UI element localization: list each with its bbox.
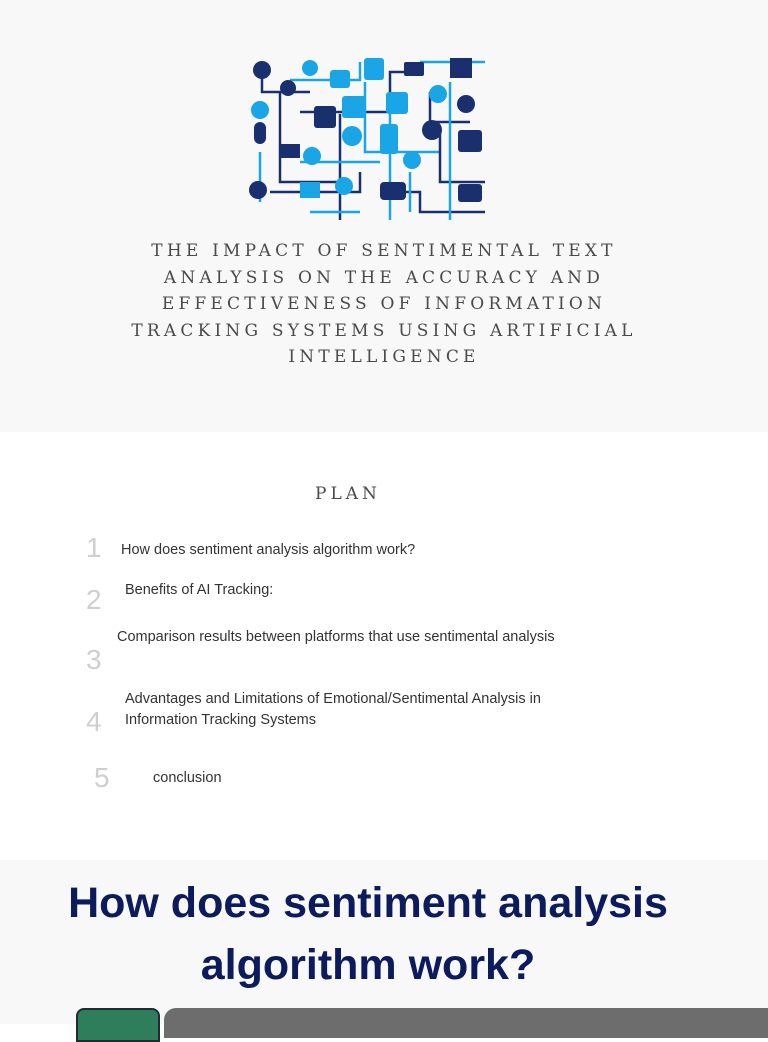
plan-item-text: Advantages and Limitations of Emotional/Sentimental Analysis in Information Tracking Systems — [125, 691, 541, 728]
rewind-icon — [403, 151, 421, 169]
phone-icon — [380, 124, 398, 154]
camera-icon — [342, 96, 366, 118]
twitter-icon — [303, 147, 321, 165]
settings-icon — [249, 181, 267, 199]
youtube-icon — [364, 58, 384, 80]
section-heading-line-1: How does sentiment analysis — [68, 879, 668, 927]
plan-item-text: conclusion — [153, 770, 222, 786]
plan-slide — [0, 432, 768, 860]
plan-item-text: How does sentiment analysis algorithm work? — [121, 542, 416, 558]
film-icon — [280, 144, 300, 158]
mail-icon — [404, 62, 424, 76]
plan-item-number: 3 — [86, 644, 102, 675]
plan-item-number: 1 — [86, 532, 102, 563]
skype-icon — [280, 80, 296, 96]
info-icon — [253, 61, 271, 79]
up-arrow-icon — [458, 130, 482, 152]
gear-icon — [335, 177, 353, 195]
cover-title: THE IMPACT OF SENTIMENTAL TEXT ANALYSIS ON THE ACCURACY AND EFFECTIVENESS OF INFORMATION TRACKING SYSTEMS USING ARTIFICIAL INTELLIGENCE — [131, 241, 637, 367]
social-network-illustration — [240, 52, 490, 220]
partial-content-bar — [164, 1008, 768, 1038]
plan-item-number: 5 — [94, 762, 110, 793]
android-icon — [457, 95, 475, 113]
apple-icon — [422, 120, 442, 140]
photo-camera-icon — [458, 184, 482, 202]
windows-small-icon — [300, 182, 320, 198]
plan-item-number: 4 — [86, 706, 102, 737]
plan-item-text: Comparison results between platforms that use sentimental analysis — [117, 629, 555, 645]
plan-item-number: 2 — [86, 584, 102, 615]
plan-title: PLAN — [315, 484, 381, 504]
partial-image-block — [76, 1008, 160, 1042]
section-slide — [0, 860, 768, 1024]
windows-icon — [450, 58, 472, 78]
facebook-icon — [314, 106, 336, 128]
google-plus-icon — [386, 92, 408, 114]
microphone-icon — [254, 122, 266, 144]
play-icon — [380, 182, 406, 200]
section-heading — [40, 872, 696, 996]
no-signal-icon — [429, 85, 447, 103]
speaker-icon — [342, 126, 362, 146]
section-heading-line-2: algorithm work? — [200, 941, 536, 989]
wifi-icon — [251, 101, 269, 119]
tv-icon — [330, 70, 350, 88]
plan-item-text: Benefits of AI Tracking: — [125, 582, 274, 598]
cover-slide — [0, 0, 768, 432]
pinterest-icon — [302, 60, 318, 76]
